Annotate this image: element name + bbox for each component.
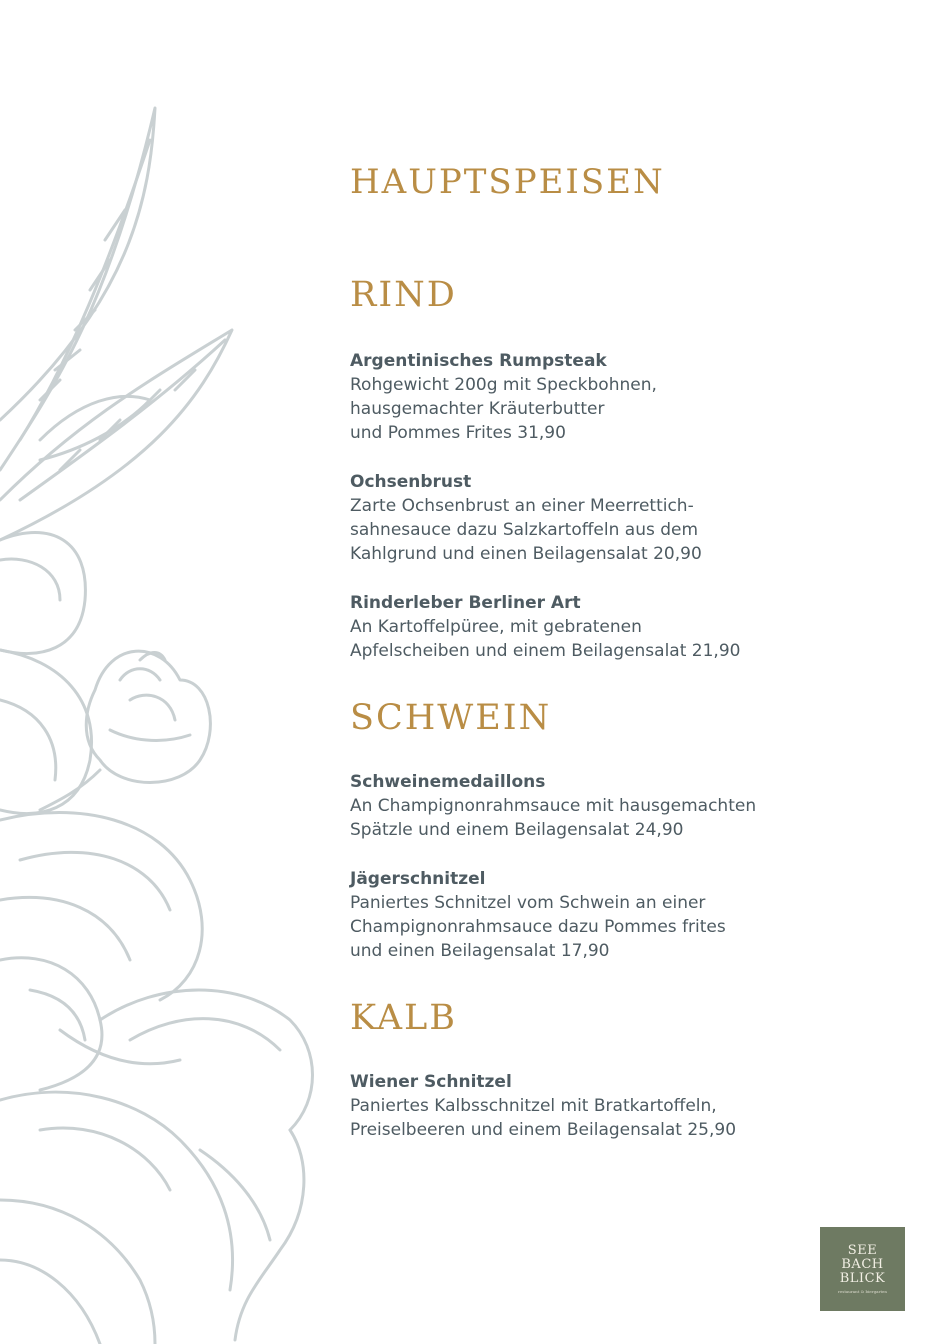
dish-description: Paniertes Schnitzel vom Schwein an einer Champignonrahmsauce dazu Pommes frites und einen Beilagensalat 17,90	[350, 893, 726, 961]
dish-description: Rohgewicht 200g mit Speckbohnen, hausgemachter Kräuterbutter und Pommes Frites 31,90	[350, 375, 657, 443]
logo-text-line: BLICK	[839, 1271, 886, 1286]
section-title: RIND	[350, 275, 457, 315]
dish-name: Argentinisches Rumpsteak	[350, 351, 607, 371]
dish-name: Schweinemedaillons	[350, 772, 546, 792]
page-title: HAUPTSPEISEN	[350, 162, 665, 202]
dish-item	[350, 1070, 910, 1142]
logo-text-line: BACH	[841, 1257, 884, 1272]
section-rind	[350, 273, 910, 663]
logo-tagline: restaurant & biergarten	[837, 1289, 887, 1294]
dish-description: An Kartoffelpüree, mit gebratenen Apfelscheiben und einem Beilagensalat 21,90	[350, 617, 741, 661]
dish-description: Zarte Ochsenbrust an einer Meerrettich- sahnesauce dazu Salzkartoffeln aus dem Kahlgrund und einen Beilagensalat 20,90	[350, 496, 702, 564]
section-kalb	[350, 996, 910, 1142]
logo-text-line: SEE	[847, 1243, 878, 1258]
dish-item	[350, 770, 910, 842]
floral-illustration	[0, 0, 340, 1344]
dish-name: Wiener Schnitzel	[350, 1072, 512, 1092]
section-title: KALB	[350, 998, 457, 1038]
menu-content	[350, 160, 910, 1167]
section-title: SCHWEIN	[350, 698, 552, 738]
dish-description: Paniertes Kalbsschnitzel mit Bratkartoffeln, Preiselbeeren und einem Beilagensalat 25,90	[350, 1096, 737, 1140]
dish-item	[350, 349, 910, 445]
dish-item	[350, 591, 910, 663]
dish-item	[350, 867, 910, 963]
dish-item	[350, 470, 910, 566]
brand-logo	[820, 1227, 905, 1311]
dish-name: Jägerschnitzel	[350, 869, 486, 889]
dish-name: Ochsenbrust	[350, 472, 472, 492]
section-schwein	[350, 696, 910, 963]
dish-description: An Champignonrahmsauce mit hausgemachten Spätzle und einem Beilagensalat 24,90	[350, 796, 757, 840]
dish-name: Rinderleber Berliner Art	[350, 593, 581, 613]
